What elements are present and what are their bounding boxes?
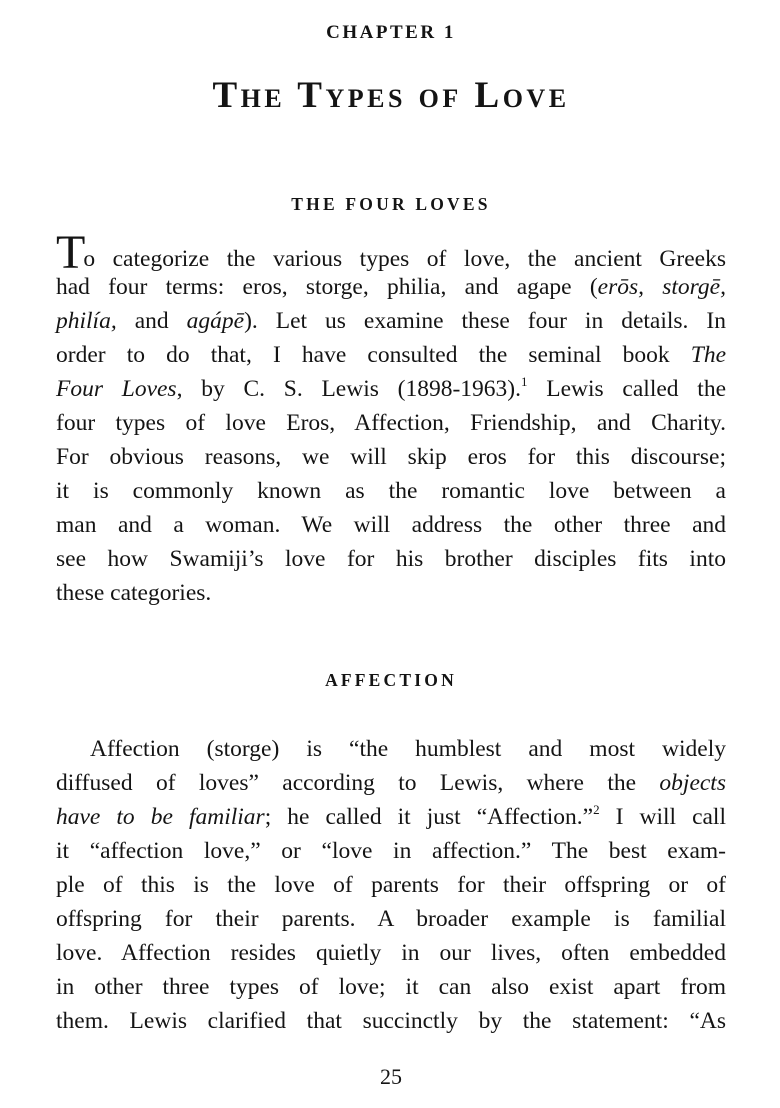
italic-text: erōs, storgē, — [597, 274, 726, 300]
italic-text: agápē — [186, 308, 245, 334]
paragraph-affection — [56, 732, 726, 1038]
text-line: these categories. — [56, 580, 212, 606]
footnote-marker[interactable]: 2 — [593, 802, 600, 817]
text-line: To categorize the various types of love, the ancient Greeks — [56, 226, 726, 279]
footnote-marker[interactable]: 1 — [521, 374, 528, 389]
paragraph-four-loves — [56, 226, 726, 610]
chapter-title: The Types of Love — [212, 75, 570, 116]
italic-text: objects — [659, 770, 726, 796]
text-line: order to do that, I have consulted the seminal book The — [56, 342, 726, 368]
text-line: philía, and agápē). Let us examine these four in details. In — [56, 308, 726, 334]
text-line: have to be familiar; he called it just “Affection.”$^2$ I will call — [56, 802, 726, 830]
text-line: it “affection love,” or “love in affection.” The best exam- — [56, 838, 726, 864]
text-line: Affection (storge) is “the humblest and most widely — [90, 736, 726, 762]
italic-text: philía, — [56, 308, 117, 334]
italic-text: Four Loves — [56, 376, 177, 402]
italic-text: have to be familiar — [56, 804, 265, 830]
italic-text: The — [690, 342, 726, 368]
text-line: diffused of loves” according to Lewis, where the objects — [56, 770, 726, 796]
text-line: them. Lewis clarified that succinctly by the statement: “As — [56, 1008, 726, 1034]
text-line: love. Affection resides quietly in our lives, often embedded — [56, 940, 726, 966]
text-line: ple of this is the love of parents for their offspring or of — [56, 872, 726, 898]
page-number: 25 — [380, 1064, 402, 1089]
text-line: had four terms: eros, storge, philia, and agape (erōs, storgē, — [56, 274, 726, 300]
book-page — [56, 0, 726, 1108]
text-line: it is commonly known as the romantic love between a — [56, 478, 726, 504]
drop-cap: T — [56, 226, 86, 279]
text-line: in other three types of love; it can also exist apart from — [56, 974, 726, 1000]
section-heading-affection: AFFECTION — [325, 670, 457, 690]
section-heading-four-loves: THE FOUR LOVES — [291, 194, 491, 214]
text-line: man and a woman. We will address the other three and — [56, 512, 726, 538]
text-line: Four Loves, by C. S. Lewis (1898-1963).$^1$ Lewis called the — [56, 374, 726, 402]
text-line: offspring for their parents. A broader example is familial — [56, 906, 726, 932]
text-line: see how Swamiji’s love for his brother disciples fits into — [56, 546, 726, 572]
chapter-label: CHAPTER 1 — [326, 22, 456, 43]
text-line: four types of love Eros, Affection, Friendship, and Charity. — [56, 410, 726, 436]
text-line: For obvious reasons, we will skip eros for this discourse; — [56, 444, 726, 470]
